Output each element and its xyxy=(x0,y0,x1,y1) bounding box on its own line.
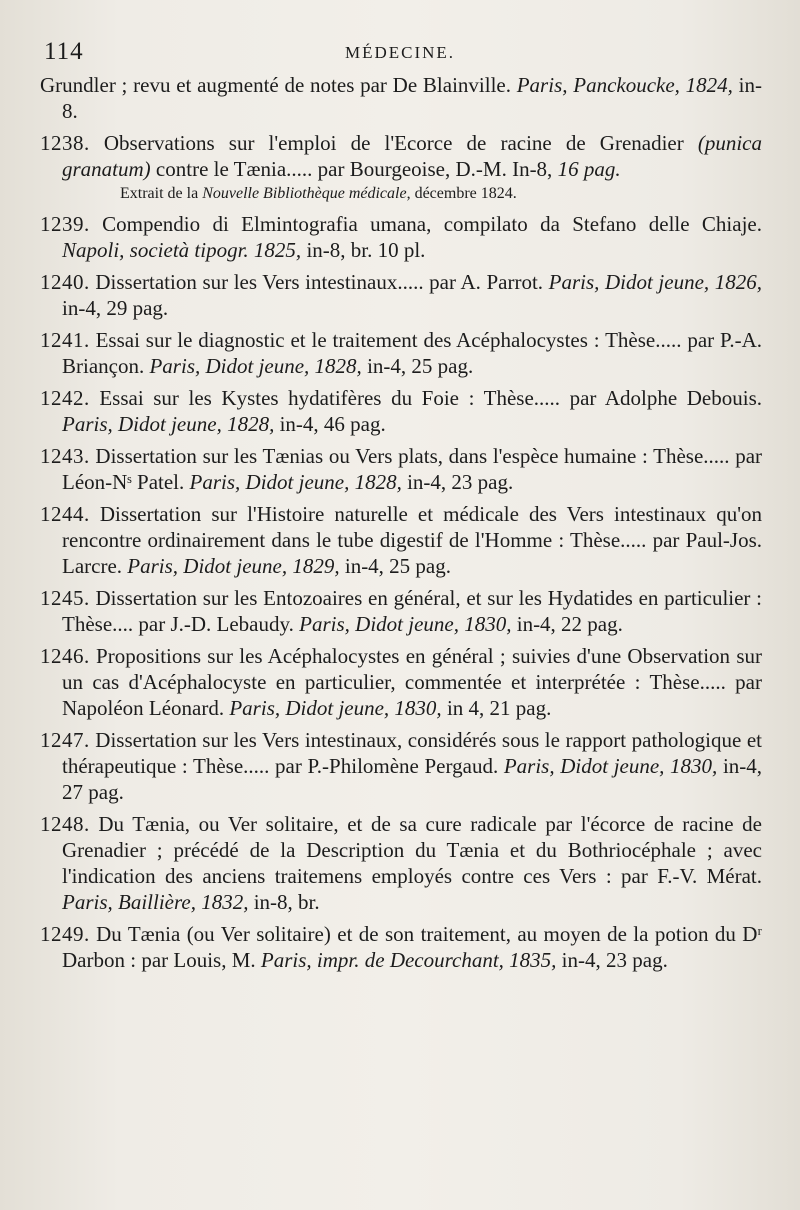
entry-number: 1247. xyxy=(40,728,90,752)
page-number: 114 xyxy=(44,38,84,65)
list-item xyxy=(40,585,762,637)
entry-text-continued: contre le Tænia..... par Bourgeoise, D.-M. In-8, xyxy=(155,157,553,181)
entry-format: in-4, 27 pag. xyxy=(62,754,763,804)
entry-format: in-8. xyxy=(62,73,762,123)
entry-number: 1238. xyxy=(40,131,90,155)
entry-imprint: Paris, Didot jeune, 1826, xyxy=(548,270,763,294)
entry-format: in-4, 46 pag. xyxy=(279,412,386,436)
entry-number: 1241. xyxy=(40,328,90,352)
entry-number: 1249. xyxy=(40,922,90,946)
entry-format: in-8, br. xyxy=(253,890,320,914)
entry-imprint: Paris, Baillière, 1832, xyxy=(62,890,249,914)
entry-number: 1248. xyxy=(40,812,90,836)
entry-note xyxy=(40,183,762,205)
entry-number: 1240. xyxy=(40,270,90,294)
entry-text: Dissertation sur les Tænias ou Vers plats, dans l'espèce humaine : Thèse..... par Léon-Nˢ Patel. xyxy=(62,444,763,494)
entry-format: in-4, 25 pag. xyxy=(344,554,452,578)
note-suffix: , décembre 1824. xyxy=(406,185,517,202)
entry-imprint: Paris, Didot jeune, 1828, xyxy=(149,354,362,378)
entry-imprint: Paris, Didot jeune, 1830, xyxy=(503,754,718,778)
list-item xyxy=(40,501,762,579)
entry-latin-name: (punica granatum) xyxy=(62,131,762,181)
entry-number: 1245. xyxy=(40,586,90,610)
list-item xyxy=(40,643,762,721)
entry-text: Essai sur le diagnostic et le traitement des Acéphalocystes : Thèse..... par P.-A. Briançon. xyxy=(62,328,762,378)
entry-imprint: Paris, Didot jeune, 1829, xyxy=(127,554,340,578)
list-item xyxy=(40,130,762,182)
bibliography-list xyxy=(40,72,762,979)
entry-text: Compendio di Elmintografia umana, compilato da Stefano delle Chiaje. xyxy=(102,212,762,236)
entry-text: Dissertation sur les Entozoaires en général, et sur les Hydatides en particulier : Thèse.... par J.-D. Lebaudy. xyxy=(62,586,762,636)
page-header xyxy=(40,38,760,68)
entry-text: Dissertation sur l'Histoire naturelle et médicale des Vers intestinaux qu'on rencontre ordinairement dans le tube digestif de l'Homme : Thèse..... par Paul-Jos. Larcre. xyxy=(62,502,763,578)
entry-format: in-8, br. 10 pl. xyxy=(306,238,426,262)
entry-imprint: Paris, impr. de Decourchant, 1835, xyxy=(260,948,557,972)
list-item xyxy=(40,921,762,973)
entry-imprint: 16 pag. xyxy=(557,157,621,181)
entry-number: 1246. xyxy=(40,644,90,668)
list-item xyxy=(40,72,762,124)
entry-text: Du Tænia, ou Ver solitaire, et de sa cure radicale par l'écorce de racine de Grenadier ; précédé de la Description du Tænia et du Bothriocéphale ; avec l'indication des anciens traitemens employés contre ces Vers : par F.-V. Mérat. xyxy=(62,812,762,888)
entry-number: 1242. xyxy=(40,386,90,410)
entry-format: in-4, 25 pag. xyxy=(367,354,474,378)
list-item xyxy=(40,727,762,805)
entry-number: 1243. xyxy=(40,444,90,468)
list-item xyxy=(40,385,762,437)
entry-format: in-4, 22 pag. xyxy=(516,612,623,636)
list-item xyxy=(40,269,762,321)
entry-text: Dissertation sur les Vers intestinaux, considérés sous le rapport pathologique et thérapeutique : Thèse..... par P.-Philomène Pergaud. xyxy=(62,728,762,778)
entry-text: Observations sur l'emploi de l'Ecorce de racine de Grenadier xyxy=(103,131,684,155)
entry-text: Du Tænia (ou Ver solitaire) et de son traitement, au moyen de la potion du Dʳ Darbon : par Louis, M. xyxy=(62,922,762,972)
entry-imprint: Paris, Panckoucke, 1824, xyxy=(516,73,733,97)
note-journal-title: Nouvelle Bibliothèque médicale xyxy=(202,185,407,202)
entry-text: Dissertation sur les Vers intestinaux..... par A. Parrot. xyxy=(95,270,544,294)
entry-text: Essai sur les Kystes hydatifères du Foie : Thèse..... par Adolphe Debouis. xyxy=(99,386,762,410)
entry-text: Propositions sur les Acéphalocystes en général ; suivies d'une Observation sur un cas d'Acéphalocyste en particulier, commentée et interprétée : Thèse..... par Napoléon Léonard. xyxy=(62,644,762,720)
entry-format: in-4, 29 pag. xyxy=(62,296,169,320)
entry-imprint: Paris, Didot jeune, 1830, xyxy=(229,696,442,720)
entry-format: in-4, 23 pag. xyxy=(407,470,514,494)
entry-imprint: Paris, Didot jeune, 1828, xyxy=(62,412,275,436)
list-item xyxy=(40,811,762,915)
entry-imprint: Paris, Didot jeune, 1828, xyxy=(189,470,402,494)
entry-format: in-4, 23 pag. xyxy=(561,948,668,972)
entry-number: 1244. xyxy=(40,502,90,526)
list-item xyxy=(40,211,762,263)
entry-number: 1239. xyxy=(40,212,90,236)
entry-imprint: Paris, Didot jeune, 1830, xyxy=(299,612,512,636)
list-item xyxy=(40,443,762,495)
entry-imprint: Napoli, società tipogr. 1825, xyxy=(62,238,302,262)
list-item xyxy=(40,327,762,379)
running-title: MÉDECINE. xyxy=(344,43,456,62)
note-prefix: Extrait de la xyxy=(120,185,199,202)
entry-text: Grundler ; revu et augmenté de notes par De Blainville. xyxy=(40,73,511,97)
entry-format: in 4, 21 pag. xyxy=(446,696,552,720)
